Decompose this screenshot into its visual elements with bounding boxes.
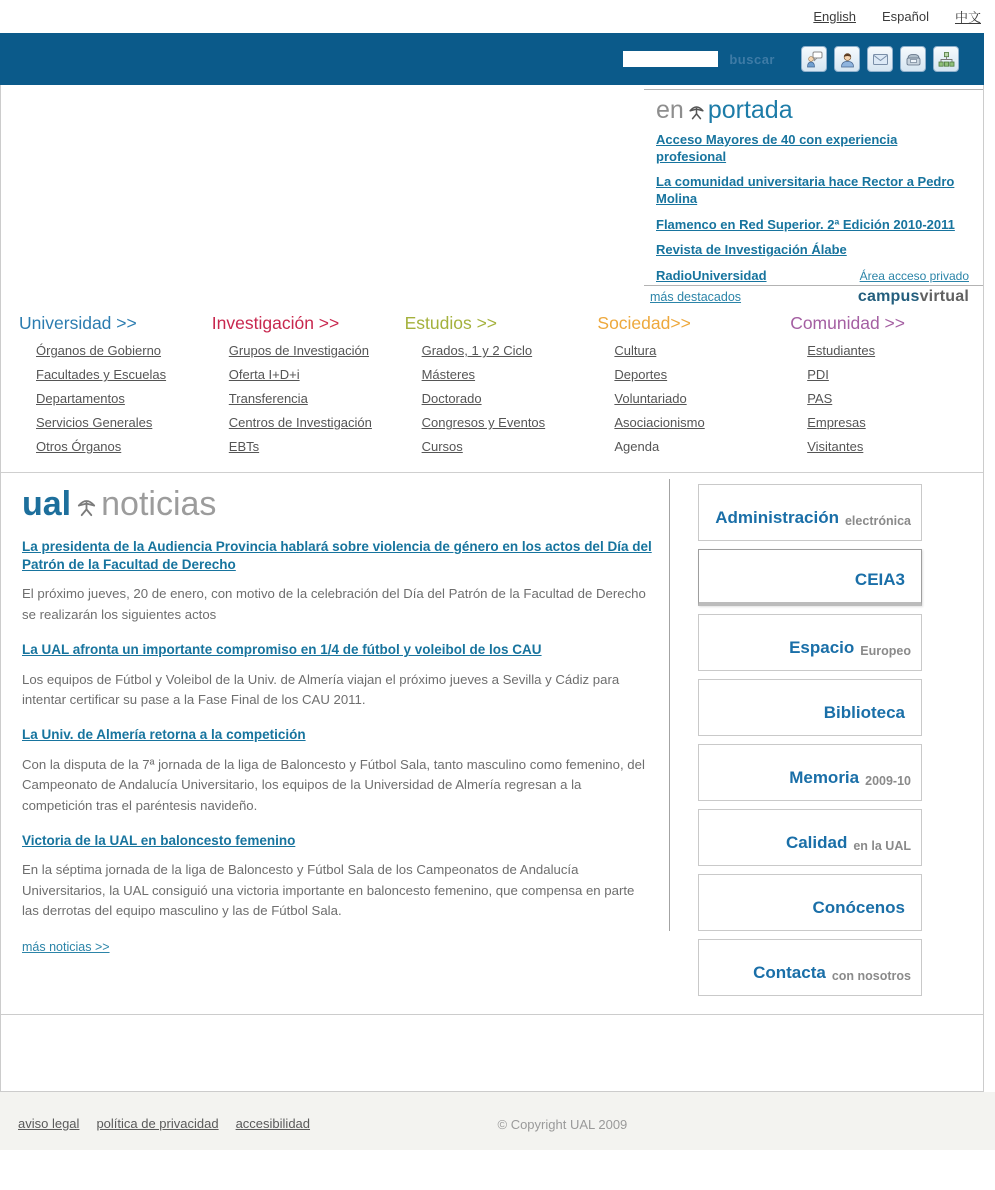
bottom-spacer: [0, 1150, 995, 1190]
campus-virtual-light: virtual: [919, 288, 969, 306]
more-highlights-link[interactable]: más destacados: [650, 290, 742, 305]
sidebar-box-strong-label: Espacio: [789, 638, 855, 657]
nav-item[interactable]: Órganos de Gobierno: [36, 343, 162, 358]
nav-item[interactable]: Grupos de Investigación: [228, 343, 369, 358]
nav-item[interactable]: Doctorado: [421, 391, 482, 406]
sidebar-box-ceia3[interactable]: [698, 549, 922, 606]
portada-bottom-row: [650, 288, 969, 306]
footer-link-privacidad[interactable]: política de privacidad: [96, 1116, 219, 1131]
indalo-icon: [75, 495, 98, 518]
nav-item[interactable]: EBTs: [228, 439, 260, 454]
news-headline[interactable]: La Univ. de Almería retorna a la competición: [22, 727, 306, 743]
sidebar-box-memoria[interactable]: [698, 744, 922, 801]
footer-link-aviso-legal[interactable]: aviso legal: [18, 1116, 80, 1131]
nav-item[interactable]: Transferencia: [228, 391, 308, 406]
news-body: En la séptima jornada de la liga de Baloncesto y Fútbol Sala de los Campeonatos de Andalucía Universitarios, la UAL consiguió una victoria importante en baloncesto femenino, que compensa en parte las derrotas del equipo masculino y las de Fútbol Sala.: [22, 862, 635, 919]
indalo-icon: [687, 102, 706, 121]
nav-heading-estudios[interactable]: Estudios >>: [404, 313, 498, 333]
sidebar-box-light-label: electrónica: [844, 514, 911, 528]
search-button[interactable]: buscar: [729, 51, 775, 67]
language-bar: [0, 0, 995, 33]
nav-item[interactable]: Congresos y Eventos: [421, 415, 546, 430]
nav-item-agenda: Agenda: [614, 439, 660, 454]
main-section: [1, 473, 983, 1014]
campus-virtual-bold: campus: [857, 288, 920, 306]
sidebar-box-administracion-electronica[interactable]: [698, 484, 922, 541]
nav-column-comunidad: [790, 313, 983, 472]
ual-noticias-heading: [22, 485, 654, 524]
sidebar-box-conocenos[interactable]: [698, 874, 922, 931]
nav-item[interactable]: Oferta I+D+i: [228, 367, 300, 382]
language-link-english[interactable]: English: [813, 9, 856, 24]
sidebar-box-strong-label: Conócenos: [812, 898, 905, 917]
portada-link[interactable]: Flamenco en Red Superior. 2ª Edición 2010-2011: [656, 216, 955, 232]
nav-item[interactable]: Empresas: [807, 415, 866, 430]
nav-heading-comunidad[interactable]: Comunidad >>: [790, 313, 905, 333]
sidebar: [698, 484, 922, 1004]
sidebar-box-calidad[interactable]: [698, 809, 922, 866]
news-body: Con la disputa de la 7ª jornada de la liga de Baloncesto y Fútbol Sala, tanto masculino como femenino, del Campeonato de Andalucía Universitario, los equipos de la Universidad de Almería regresan a la competición tras el paréntesis navideño.: [22, 756, 645, 813]
top-area: [1, 85, 983, 306]
en-portada-title-main: portada: [707, 96, 793, 124]
nav-item[interactable]: Asociacionismo: [614, 415, 705, 430]
sidebar-box-strong-label: Memoria: [789, 768, 860, 787]
private-access-link[interactable]: Área acceso privado: [859, 268, 969, 283]
sidebar-box-strong-label: Administración: [715, 508, 839, 527]
sidebar-box-light-label: 2009-10: [865, 774, 911, 788]
sitemap-icon[interactable]: [933, 46, 959, 72]
sidebar-box-espacio-europeo[interactable]: [698, 614, 922, 671]
sidebar-box-light-label: Europeo: [860, 644, 911, 658]
webmail-icon[interactable]: [867, 46, 893, 72]
portada-link[interactable]: Revista de Investigación Álabe: [656, 242, 847, 258]
nav-item[interactable]: Centros de Investigación: [228, 415, 372, 430]
portada-link[interactable]: RadioUniversidad: [656, 267, 767, 283]
suggestions-icon[interactable]: [801, 46, 827, 72]
news-body: El próximo jueves, 20 de enero, con motivo de la celebración del Día del Patrón de la Facultad de Derecho se realizarán los siguientes actos: [22, 586, 646, 622]
nav-item[interactable]: PDI: [807, 367, 829, 382]
en-portada-title-prefix: en: [656, 96, 684, 124]
footer-link-accesibilidad[interactable]: accesibilidad: [235, 1116, 311, 1131]
sidebar-box-strong-label: CEIA3: [854, 570, 905, 589]
sidebar-box-light-label: en la UAL: [853, 839, 911, 853]
language-link-espanol[interactable]: Español: [882, 9, 929, 24]
news-column: [22, 485, 654, 956]
nav-item[interactable]: Cursos: [421, 439, 463, 454]
nav-column-estudios: [405, 313, 598, 472]
news-body: Los equipos de Fútbol y Voleibol de la Univ. de Almería viajan el próximo jueves a Sevilla y Cádiz para intentar certificar su pase a la Fase Final de los CAU 2011.: [22, 671, 620, 708]
sidebar-box-contacta[interactable]: [698, 939, 922, 996]
sidebar-box-biblioteca[interactable]: [698, 679, 922, 736]
nav-column-sociedad: [597, 313, 790, 472]
footer: [0, 1092, 995, 1150]
banner-strip: [0, 1015, 984, 1092]
nav-item[interactable]: Departamentos: [36, 391, 125, 406]
nav-heading-sociedad[interactable]: Sociedad>>: [597, 313, 691, 333]
nav-item[interactable]: Estudiantes: [807, 343, 876, 358]
vertical-divider: [669, 479, 670, 931]
news-headline[interactable]: La presidenta de la Audiencia Provincia hablará sobre violencia de género en los actos del Día del Patrón de la Facultad de Derecho: [22, 539, 652, 573]
nav-item[interactable]: PAS: [807, 391, 833, 406]
copyright-text: © Copyright UAL 2009: [497, 1117, 628, 1132]
nav-item[interactable]: Visitantes: [807, 439, 864, 454]
nav-item[interactable]: Servicios Generales: [36, 415, 153, 430]
ual-noticias-prefix: ual: [22, 485, 72, 523]
directory-icon[interactable]: [834, 46, 860, 72]
nav-heading-investigacion[interactable]: Investigación >>: [211, 313, 340, 333]
main-navigation: [1, 301, 983, 473]
nav-item[interactable]: Voluntariado: [614, 391, 687, 406]
portada-link[interactable]: Acceso Mayores de 40 con experiencia profesional: [656, 132, 898, 164]
top-header-bar: [0, 33, 984, 85]
nav-column-investigacion: [212, 313, 405, 472]
en-portada-title: [656, 96, 969, 125]
nav-item[interactable]: Grados, 1 y 2 Ciclo: [421, 343, 533, 358]
more-news-link[interactable]: más noticias >>: [22, 939, 110, 954]
en-portada-panel: [644, 89, 983, 306]
nav-item[interactable]: Facultades y Escuelas: [36, 367, 167, 382]
sidebar-box-strong-label: Biblioteca: [823, 703, 905, 722]
news-headline[interactable]: Victoria de la UAL en baloncesto femenino: [22, 833, 296, 849]
phone-icon[interactable]: [900, 46, 926, 72]
sidebar-box-light-label: con nosotros: [831, 969, 911, 983]
ual-noticias-suffix: noticias: [101, 485, 217, 523]
nav-item[interactable]: Otros Órganos: [36, 439, 122, 454]
sidebar-box-strong-label: Contacta: [753, 963, 826, 982]
header-icon-group: [801, 46, 959, 72]
nav-column-universidad: [19, 313, 212, 472]
news-headline[interactable]: La UAL afronta un importante compromiso en 1/4 de fútbol y voleibol de los CAU: [22, 642, 542, 658]
campus-virtual-link[interactable]: [858, 288, 969, 306]
search-input[interactable]: [623, 51, 718, 67]
language-link-chinese[interactable]: 中文: [954, 10, 981, 25]
nav-item[interactable]: Cultura: [614, 343, 657, 358]
sidebar-box-strong-label: Calidad: [785, 833, 848, 852]
nav-item[interactable]: Másteres: [421, 367, 476, 382]
content-frame: [0, 85, 984, 1015]
portada-link[interactable]: La comunidad universitaria hace Rector a Pedro Molina: [656, 174, 955, 206]
nav-item[interactable]: Deportes: [614, 367, 668, 382]
portada-radio-row: [656, 268, 969, 289]
nav-heading-universidad[interactable]: Universidad >>: [19, 313, 137, 333]
